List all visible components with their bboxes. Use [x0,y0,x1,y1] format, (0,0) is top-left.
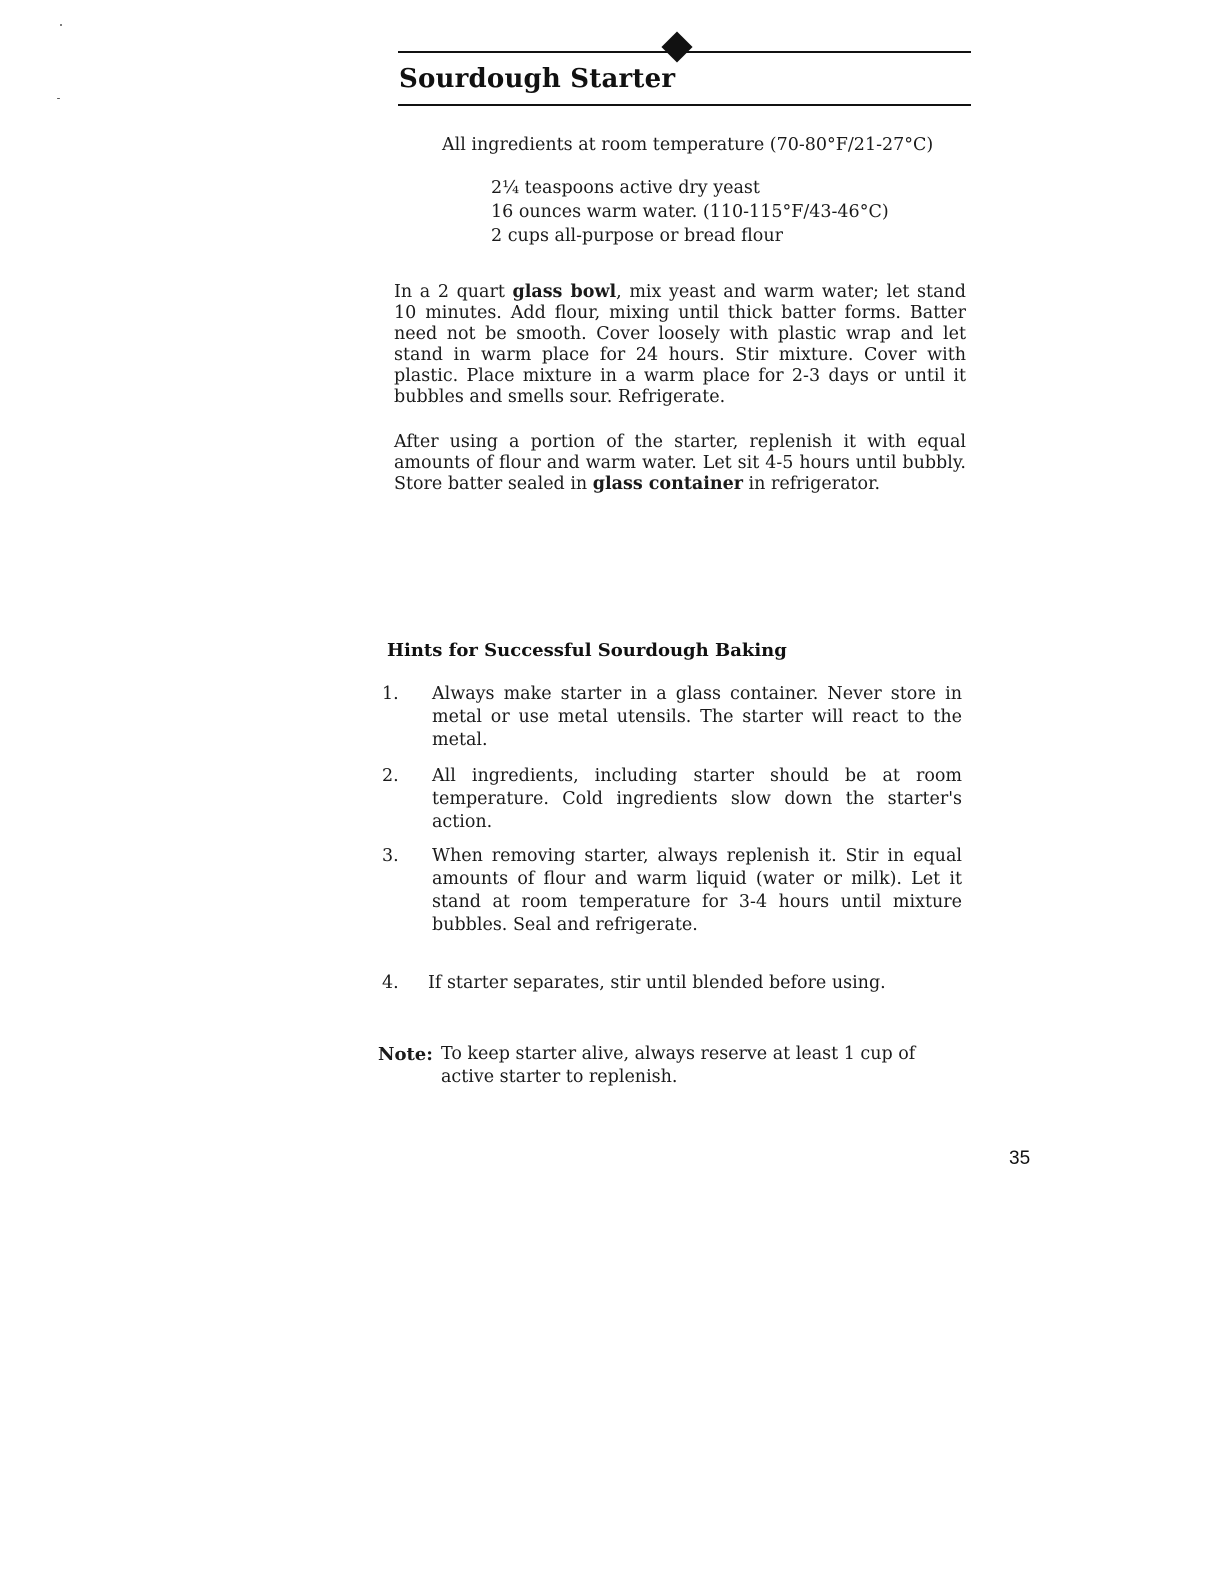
hint-item [382,765,962,832]
ingredient-item: 16 ounces warm water. (110-115°F/43-46°C) [491,202,889,222]
hint-number: 2. [382,766,399,786]
hint-item [382,845,962,940]
hint-item [382,683,962,750]
ingredient-item: 2¼ teaspoons active dry yeast [491,178,760,198]
instruction-paragraph-2 [394,432,966,495]
ingredient-item: 2 cups all-purpose or bread flour [491,226,783,246]
scan-speck [57,98,60,99]
hint-number: 1. [382,684,399,704]
instruction-text: in refrigerator. [742,474,881,494]
hint-text: When removing starter, always replenish it. Stir in equal amounts of flour and warm liquid (water or milk). Let it stand at room temperature for 3-4 hours until mixture bubbles. Seal and refrigerate. [432,846,962,935]
scan-speck [60,24,62,26]
instruction-bold-text: glass bowl [512,282,617,302]
note-label: Note: [378,1044,433,1065]
diamond-ornament-icon [661,31,692,62]
page-number: 35 [1009,1148,1031,1169]
note-text: To keep starter alive, always reserve at least 1 cup of active starter to replenish. [441,1044,916,1087]
hint-text: If starter separates, stir until blended before using. [428,973,886,993]
temperature-note: All ingredients at room temperature (70-80°F/21-27°C) [442,135,934,155]
hint-text: Always make starter in a glass container. Never store in metal or use metal utensils. The starter will react to the metal. [432,684,962,750]
page-title: Sourdough Starter [399,64,676,94]
instruction-paragraph-1 [394,282,966,408]
hint-number: 4. [382,973,399,993]
instruction-text: In a 2 quart [394,282,513,302]
instruction-text: , mix yeast and warm water; let stand 10 minutes. Add flour, mixing until thick batter forms. Batter need not be smooth. Cover loosely with plastic wrap and let stand in warm place for 24 hours. Stir mixture. Cover with plastic. Place mixture in a warm place for 2-3 days or until it bubbles and smells sour. Refrigerate. [394,282,966,407]
hints-heading: Hints for Successful Sourdough Baking [387,640,787,661]
hint-text: All ingredients, including starter should be at room temperature. Cold ingredients slow down the starter's action. [432,766,962,832]
hint-item [382,972,962,998]
ingredient-list [491,176,889,248]
instruction-text: After using a portion of the starter, replenish it with equal amounts of flour and warm water. Let sit 4-5 hours until bubbly. Store batter sealed in [394,432,966,494]
instruction-bold-text: glass container [592,474,743,494]
header-bottom-rule [398,104,971,106]
hint-number: 3. [382,846,399,866]
